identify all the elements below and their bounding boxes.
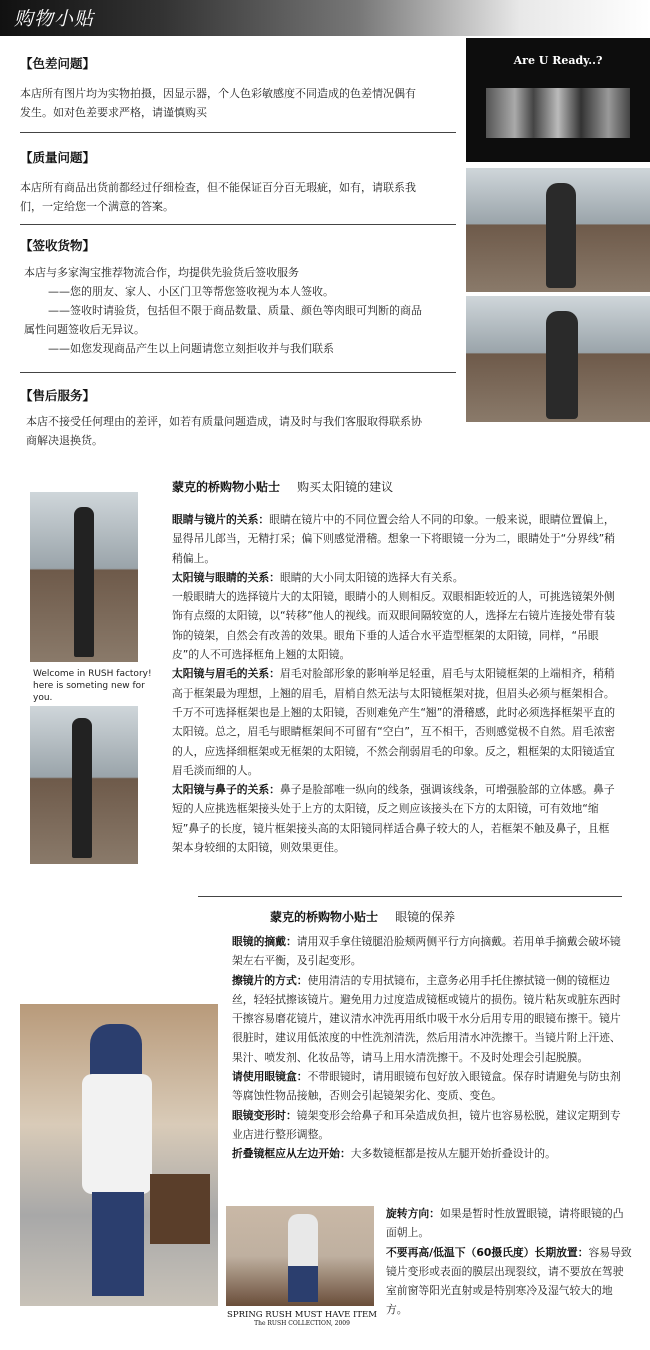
- ready-photo-strip: [486, 88, 630, 138]
- model-figure: [74, 507, 94, 657]
- spring-caption: SPRING RUSH MUST HAVE ITEM The RUSH COLLECTION, 2009: [227, 1310, 377, 1327]
- section-text-color: 本店所有图片均为实物拍摄，因显示器，个人色彩敏感度不同造成的色差情况偶有 发生。如对色差要求严格，请谨慎购买: [20, 87, 416, 119]
- ready-panel: [466, 38, 650, 162]
- tip1-title: 蒙克的桥购物小贴士: [172, 480, 281, 494]
- model-shirt: [82, 1074, 152, 1194]
- tip2-body-upper: 眼镜的摘戴：请用双手拿住镜腿沿脸颊两侧平行方向摘戴。若用单手摘戴会破坏镜架左右平衡，及引起变形。 擦镜片的方式：使用清洁的专用拭镜布，主意务必用手托住擦拭镜一侧的镜框边丝，轻轻拭擦该镜片。避免用力过度造成镜框或镜片的损伤。镜片粘灰或脏东西时干擦容易磨花镜片，建议清水冲洗再用纸巾吸干水分后用专用的眼镜布擦干。镜片很脏时，建议用低浓度的中性洗剂清洗，然后用清水冲洗擦干。当镜片附上汗迹、果汁、喷发剂、化妆品等，请马上用水清洗擦干。不及时处理会引起脱膜。 请使用眼镜盒：不带眼镜时，请用眼镜布包好放入眼镜盒。保存时请避免与防虫剂等腐蚀性物品接触，否则会引起镜架劣化、变质、变色。 眼镜变形时：镜架变形会给鼻子和耳朵造成负担，镜片也容易松脱，建议定期到专业店进行整形调整。 折叠镜框应从左边开始：大多数镜框都是按从左腿开始折叠设计的。: [232, 935, 621, 1161]
- model-jeans: [288, 1266, 318, 1302]
- section-heading-color: 【色差问题】: [20, 56, 96, 71]
- section-heading-aftersale: 【售后服务】: [20, 388, 96, 403]
- divider: [20, 224, 456, 225]
- model-jeans: [92, 1192, 144, 1296]
- tip1-subtitle: 购买太阳镜的建议: [297, 480, 394, 494]
- model-photo: [30, 706, 138, 864]
- model-photo: [30, 492, 138, 662]
- tip2-body-lower: 旋转方向：如果是暂时性放置眼镜，请将眼镜的凸面朝上。 不要再高/低温下（60摄氏度）长期放置：容易导致镜片变形或表面的膜层出现裂纹，请不要放在驾驶室前窗等阳光直射或是特别寒冷及湿气较大的地方。: [386, 1207, 632, 1317]
- model-figure: [72, 718, 92, 858]
- header-banner: [0, 0, 650, 36]
- product-photo: [466, 168, 650, 292]
- product-photo: [466, 296, 650, 422]
- ready-title: Are U Ready..?: [513, 54, 603, 67]
- model-figure: [546, 183, 576, 288]
- divider: [20, 372, 456, 373]
- bench: [150, 1174, 210, 1244]
- section-text-aftersale: 本店不接受任何理由的差评，如若有质量问题造成，请及时与我们客服取得联系协 商解决退换货。: [26, 415, 422, 447]
- divider: [20, 132, 456, 133]
- tip2-subtitle: 眼镜的保养: [395, 910, 456, 924]
- model-photo-small: [226, 1206, 374, 1306]
- tip2-title: 蒙克的桥购物小贴士: [270, 910, 379, 924]
- model-figure: [546, 311, 578, 419]
- tip1-header: [172, 476, 612, 495]
- model-photo-large: [20, 1004, 218, 1306]
- divider: [198, 896, 622, 897]
- tip1-body: 眼睛与镜片的关系：眼睛在镜片中的不同位置会给人不同的印象。一般来说，眼睛位置偏上，显得吊儿郎当，无精打采；偏下则感觉滑稽。想象一下将眼镜一分为二，眼睛处于“分界线”稍稍偏上。 太阳镜与眼睛的关系：眼睛的大小同太阳镜的选择大有关系。 一般眼睛大的选择镜片大的太阳镜，眼睛小的人则相反。双眼相距较近的人，可挑选镜架外侧饰有点缀的太阳镜，以“转移”他人的视线。而双眼间隔较宽的人，选择左右镜片连接处带有装饰的镜架，自然会有改善的效果。眼角下垂的人适合水平造型框架的太阳镜，同样，“吊眼皮”的人不可选择框角上翘的太阳镜。 太阳镜与眉毛的关系：眉毛对脸部形象的影响举足轻重，眉毛与太阳镜框架的上端相齐，稍稍高于框架最为理想，上翘的眉毛，眉梢自然无法与太阳镜框架对拢，但眉头必须与框架相合。千万不可选择框架也是上翘的太阳镜，否则难免产生“翘”的滑稽感，此时必须选择框架平直的太阳镜。总之，眉毛与眼睛框架间不可留有“空白”，互不相干，否则感觉极不自然。眉毛浓密的人，应选择细框架或无框架的太阳镜，不然会削弱眉毛的印象。反之，粗框架的太阳镜适宜眉毛淡而细的人。 太阳镜与鼻子的关系：鼻子是脸部唯一纵向的线条，强调该线条，可增强脸部的立体感。鼻子短的人应挑选框架接头处于上方的太阳镜，反之则应该接头在下方的太阳镜，可有效地“缩短”鼻子的长度，镜片框架接头高的太阳镜同样适合鼻子较大的人，若框架不触及鼻子，且框架本身较细的太阳镜，则效果更佳。: [172, 513, 616, 855]
- section-heading-quality: 【质量问题】: [20, 150, 96, 165]
- section-heading-receipt: 【签收货物】: [20, 238, 96, 253]
- section-text-quality: 本店所有商品出货前都经过仔细检查，但不能保证百分百无瑕疵，如有，请联系我 们，一定给您一个满意的答案。: [20, 181, 416, 213]
- tip2-header: [270, 906, 610, 925]
- section-text-receipt: 本店与多家淘宝推荐物流合作，均提供先验货后签收服务 ——您的朋友、家人、小区门卫等帮您签收视为本人签收。 ——签收时请验货，包括但不限于商品数量、质量、颜色等肉眼可判断的商品 属性问题签收后无异议。 ——如您发现商品产生以上问题请您立刻拒收并与我们联系: [24, 266, 422, 355]
- banner-title: 购物小贴: [14, 8, 95, 30]
- welcome-caption: Welcome in RUSH factory! here is someting new for you.: [33, 669, 152, 703]
